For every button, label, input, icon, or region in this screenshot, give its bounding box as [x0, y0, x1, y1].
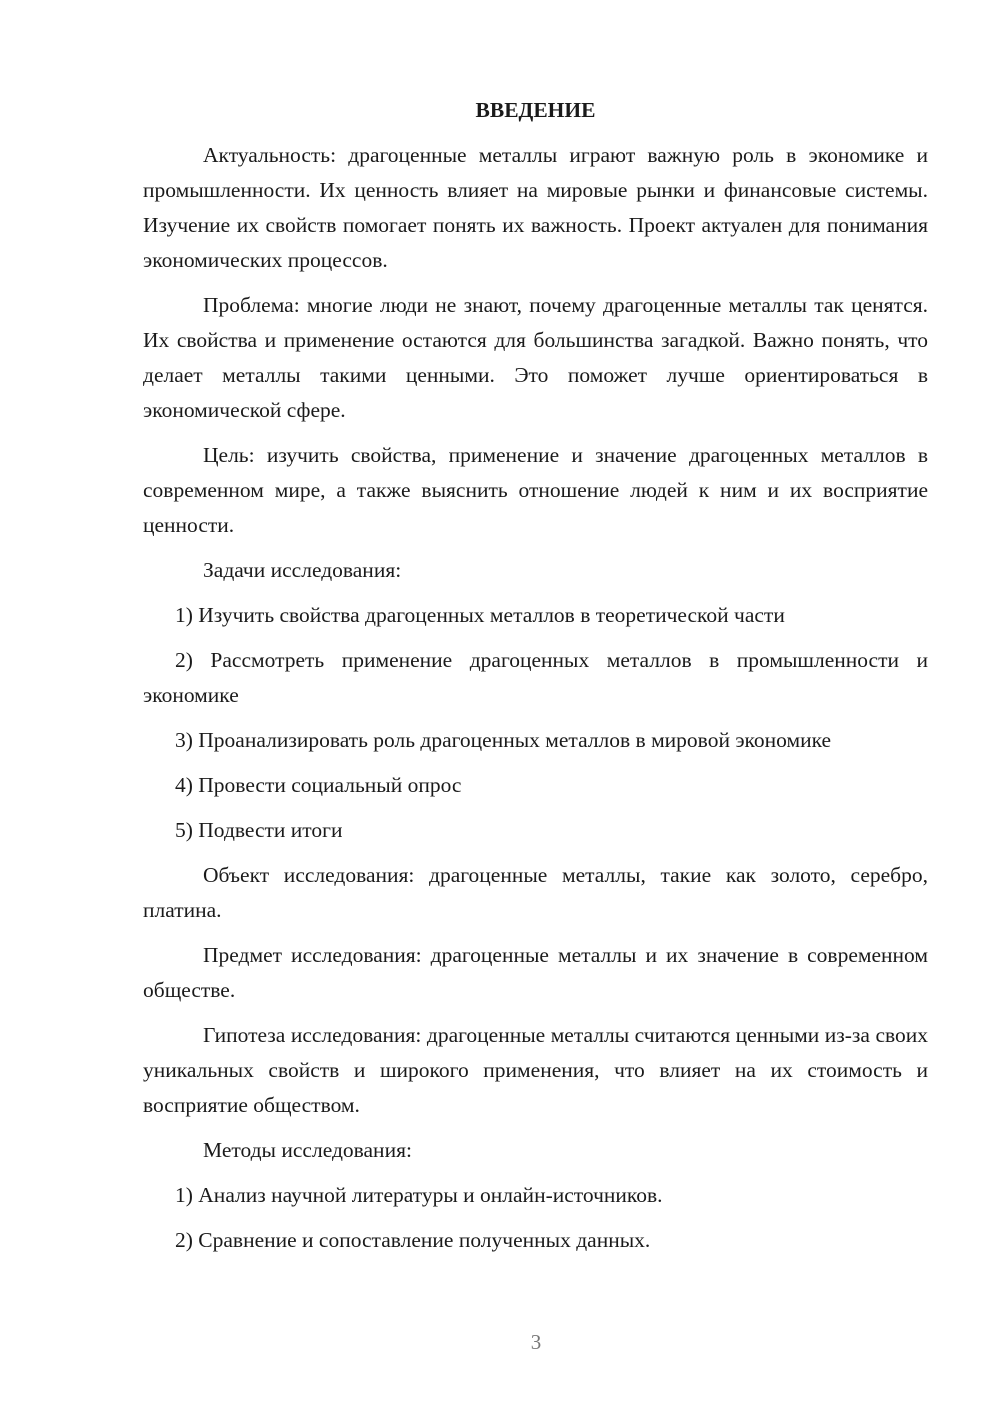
relevance-paragraph: Актуальность: драгоценные металлы играют важную роль в экономике и промышленности. Их ценность влияет на мировые рынки и финансовые системы. Изучение их свойств помогает понять их важность. Проект актуален для понимания экономических процессов. [143, 143, 928, 272]
task-item: 3) Проанализировать роль драгоценных металлов в мировой экономике [175, 728, 832, 752]
task-item: 1) Изучить свойства драгоценных металлов в теоретической части [175, 603, 785, 627]
tasks-heading: Задачи исследования: [203, 558, 402, 582]
page-number: 3 [530, 1330, 542, 1354]
methods-heading: Методы исследования: [203, 1138, 412, 1162]
task-item: 5) Подвести итоги [175, 818, 343, 842]
goal-paragraph: Цель: изучить свойства, применение и значение драгоценных металлов в современном мире, а также выяснить отношение людей к ним и их восприятие ценности. [143, 443, 928, 537]
problem-paragraph: Проблема: многие люди не знают, почему драгоценные металлы так ценятся. Их свойства и применение остаются для большинства загадкой. Важно понять, что делает металлы такими ценными. Это поможет лучше ориентироваться в экономической сфере. [143, 293, 928, 422]
object-paragraph: Объект исследования: драгоценные металлы, такие как золото, серебро, платина. [143, 863, 928, 922]
hypothesis-paragraph: Гипотеза исследования: драгоценные металлы считаются ценными из-за своих уникальных свойств и широкого применения, что влияет на их стоимость и восприятие обществом. [143, 1023, 928, 1117]
method-item: 1) Анализ научной литературы и онлайн-источников. [175, 1183, 663, 1207]
document-page [143, 92, 928, 1268]
method-item: 2) Сравнение и сопоставление полученных данных. [175, 1228, 651, 1252]
page-title: ВВЕДЕНИЕ [475, 98, 596, 122]
task-item: 4) Провести социальный опрос [175, 773, 462, 797]
task-item: 2) Рассмотреть применение драгоценных металлов в промышленности и экономике [143, 648, 928, 707]
subject-paragraph: Предмет исследования: драгоценные металлы и их значение в современном обществе. [143, 943, 928, 1002]
